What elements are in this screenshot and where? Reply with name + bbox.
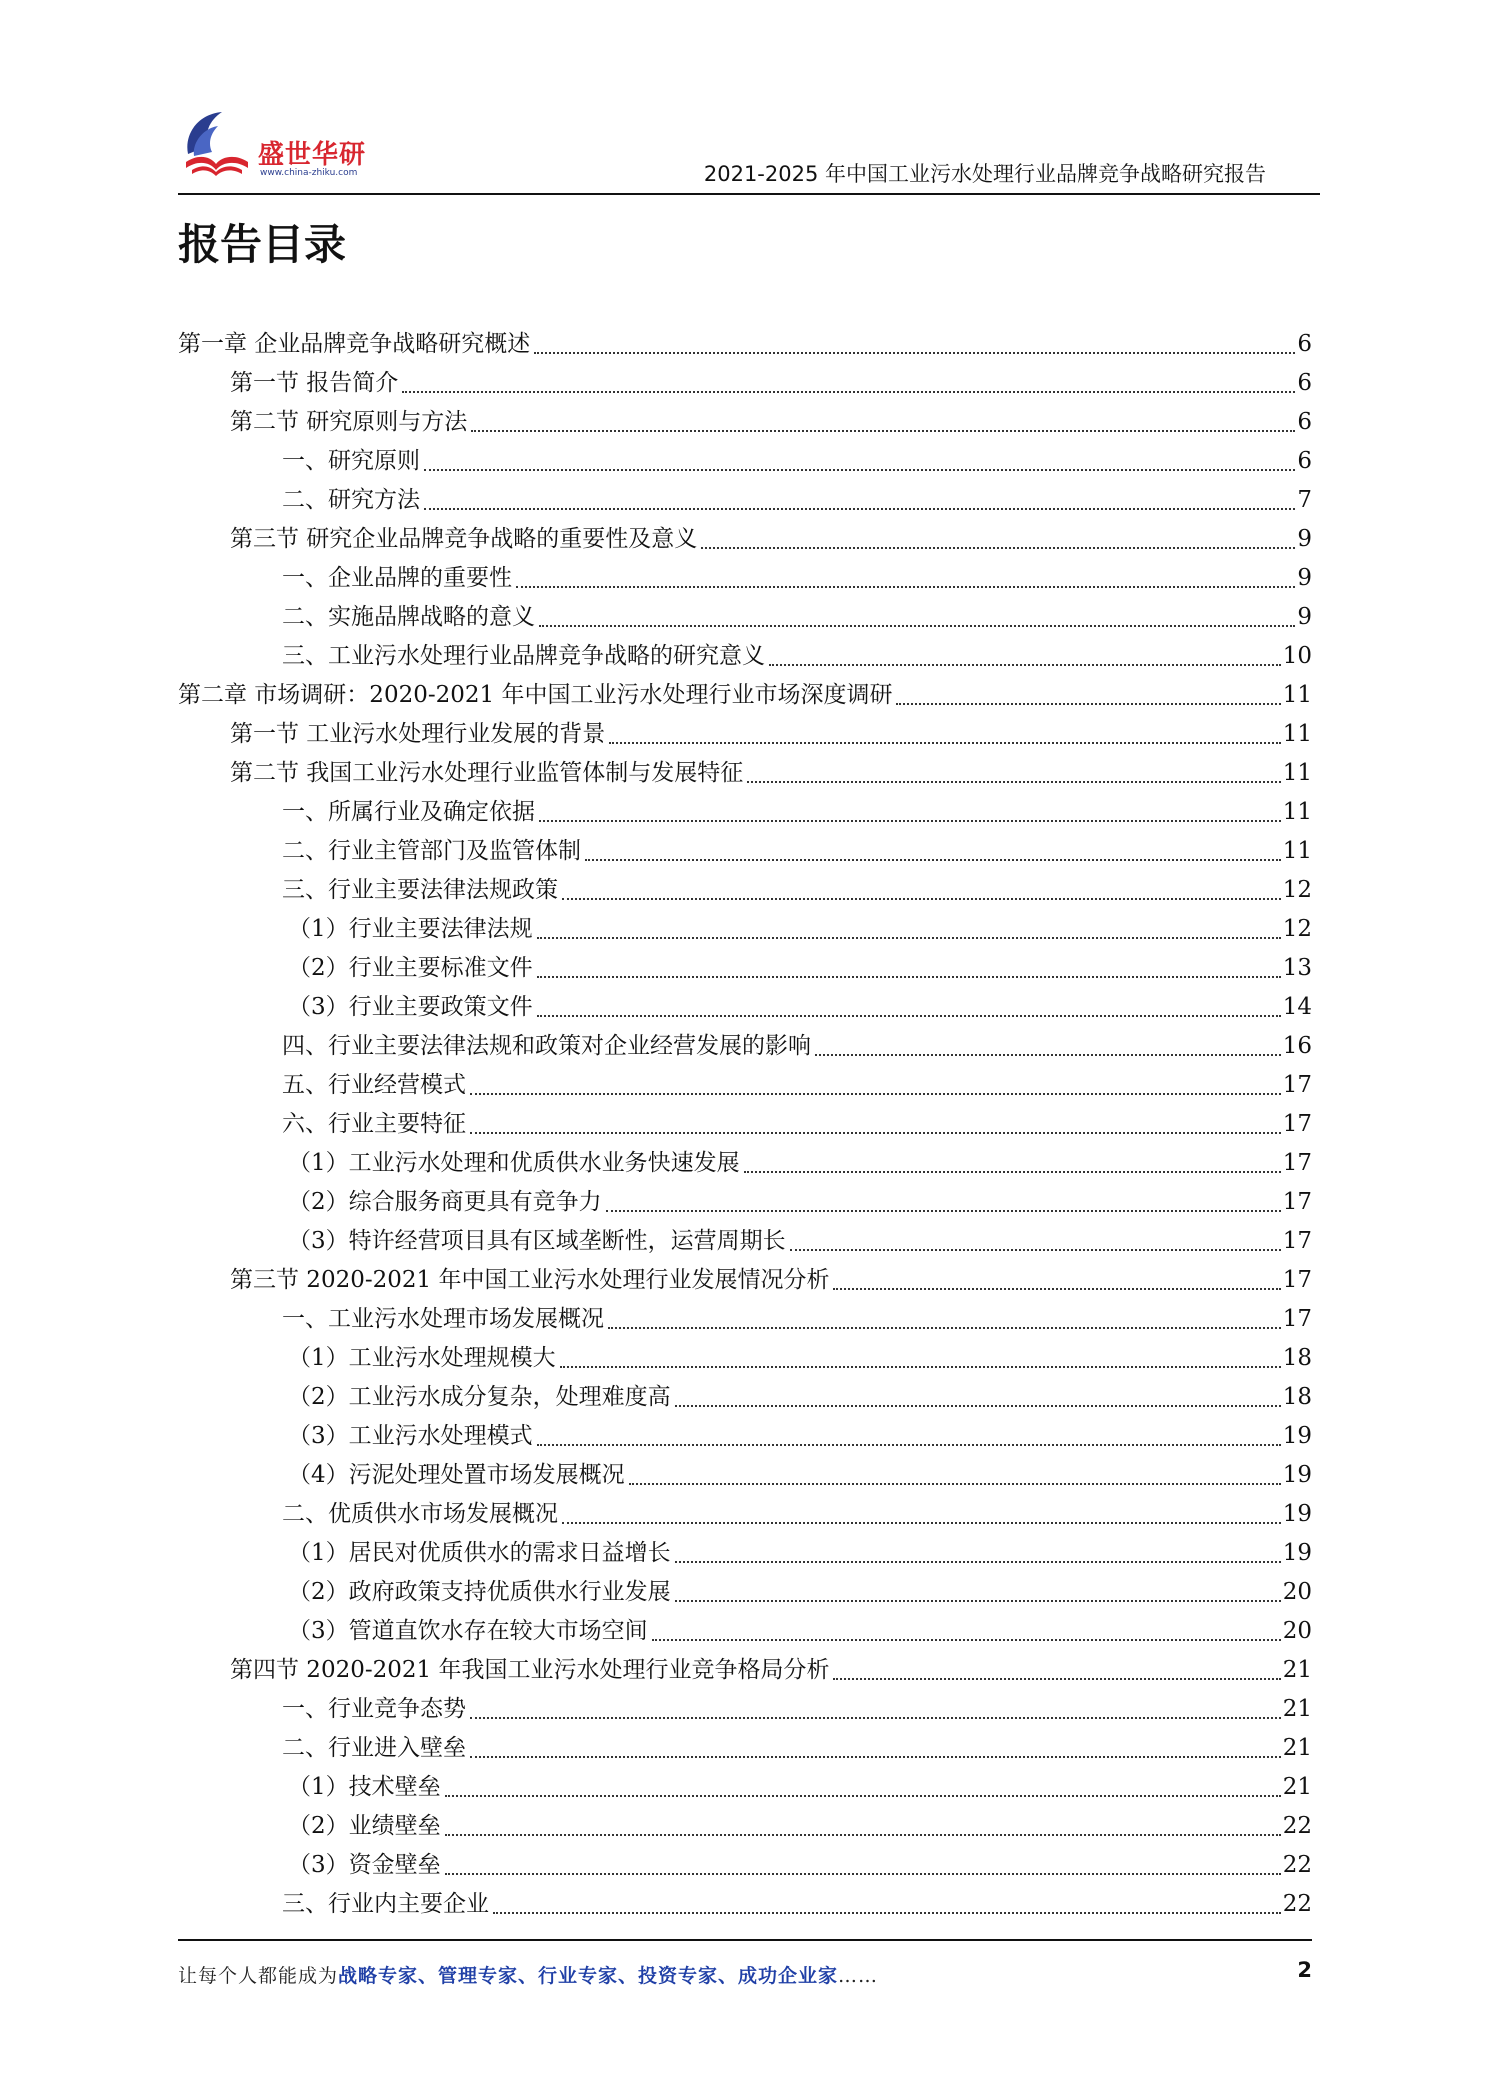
toc-leader-dots	[769, 664, 1281, 666]
toc-entry-title: （1）工业污水处理和优质供水业务快速发展	[288, 1150, 740, 1176]
toc-entry-title: 二、行业进入壁垒	[282, 1735, 466, 1761]
toc-entry-title: （1）行业主要法律法规	[288, 916, 533, 942]
toc-entry-page: 10	[1282, 643, 1312, 669]
toc-entry[interactable]	[178, 1573, 1312, 1612]
toc-entry-title: 二、研究方法	[282, 487, 420, 513]
toc-entry-title: （2）行业主要标准文件	[288, 955, 533, 981]
toc-entry-page: 12	[1282, 916, 1312, 942]
table-of-contents	[178, 325, 1312, 1924]
toc-entry-page: 22	[1282, 1813, 1312, 1839]
toc-entry-title: 三、行业主要法律法规政策	[282, 877, 558, 903]
toc-leader-dots	[471, 430, 1295, 432]
toc-entry[interactable]	[178, 1144, 1312, 1183]
toc-entry-title: （3）特许经营项目具有区域垄断性，运营周期长	[288, 1228, 786, 1254]
page-title: 报告目录	[178, 220, 347, 269]
toc-leader-dots	[445, 1834, 1281, 1836]
toc-leader-dots	[537, 1015, 1281, 1017]
toc-entry[interactable]	[178, 910, 1312, 949]
toc-entry-page: 9	[1297, 604, 1312, 630]
toc-entry-title: 第二章 市场调研：2020-2021 年中国工业污水处理行业市场深度调研	[178, 682, 893, 708]
slogan-prefix: 让每个人都能成为	[178, 1965, 339, 1987]
toc-entry-page: 21	[1282, 1774, 1312, 1800]
toc-leader-dots	[585, 859, 1281, 861]
toc-entry[interactable]	[178, 637, 1312, 676]
toc-leader-dots	[470, 1093, 1281, 1095]
book-swoosh-logo-icon	[178, 104, 254, 180]
toc-entry-page: 17	[1282, 1189, 1312, 1215]
toc-leader-dots	[833, 1288, 1280, 1290]
toc-leader-dots	[652, 1639, 1281, 1641]
toc-leader-dots	[609, 742, 1280, 744]
toc-entry-title: 第三节 研究企业品牌竞争战略的重要性及意义	[230, 526, 698, 552]
toc-leader-dots	[402, 391, 1295, 393]
toc-entry[interactable]	[178, 871, 1312, 910]
toc-entry[interactable]	[178, 1261, 1312, 1300]
toc-entry-title: 第一章 企业品牌竞争战略研究概述	[178, 331, 531, 357]
toc-entry-title: 三、行业内主要企业	[282, 1891, 489, 1917]
toc-entry-title: 二、行业主管部门及监管体制	[282, 838, 581, 864]
toc-leader-dots	[815, 1054, 1281, 1056]
toc-entry-page: 21	[1282, 1657, 1312, 1683]
slogan-highlight: 战略专家、管理专家、行业专家、投资专家、成功企业家	[338, 1965, 839, 1987]
toc-entry-title: （2）工业污水成分复杂，处理难度高	[288, 1384, 671, 1410]
toc-entry-title: 一、企业品牌的重要性	[282, 565, 512, 591]
toc-entry-page: 11	[1282, 838, 1312, 864]
toc-entry-title: （2）业绩壁垒	[288, 1813, 441, 1839]
toc-entry-page: 11	[1282, 760, 1312, 786]
toc-entry-page: 11	[1282, 799, 1312, 825]
toc-entry[interactable]	[178, 325, 1312, 364]
toc-leader-dots	[424, 508, 1295, 510]
toc-leader-dots	[534, 352, 1295, 354]
toc-entry-title: （1）工业污水处理规模大	[288, 1345, 556, 1371]
logo-url: www.china-zhiku.com	[260, 168, 358, 178]
toc-leader-dots	[537, 1444, 1281, 1446]
toc-entry[interactable]	[178, 559, 1312, 598]
toc-leader-dots	[445, 1795, 1281, 1797]
toc-leader-dots	[445, 1873, 1281, 1875]
company-logo	[178, 104, 398, 184]
toc-entry[interactable]	[178, 1339, 1312, 1378]
toc-entry-page: 6	[1297, 448, 1312, 474]
toc-entry-page: 18	[1282, 1345, 1312, 1371]
toc-entry[interactable]	[178, 754, 1312, 793]
toc-entry-page: 21	[1282, 1696, 1312, 1722]
toc-leader-dots	[537, 937, 1281, 939]
toc-entry[interactable]	[178, 1456, 1312, 1495]
toc-entry-page: 16	[1282, 1033, 1312, 1059]
toc-entry-page: 6	[1297, 370, 1312, 396]
toc-entry[interactable]	[178, 364, 1312, 403]
toc-entry-page: 9	[1297, 526, 1312, 552]
page-number: 2	[1297, 1958, 1312, 1982]
toc-entry[interactable]	[178, 1378, 1312, 1417]
toc-leader-dots	[833, 1678, 1280, 1680]
toc-entry-page: 7	[1297, 487, 1312, 513]
toc-entry-title: 二、实施品牌战略的意义	[282, 604, 535, 630]
toc-leader-dots	[675, 1405, 1281, 1407]
toc-leader-dots	[470, 1756, 1281, 1758]
toc-entry[interactable]	[178, 403, 1312, 442]
toc-entry[interactable]	[178, 715, 1312, 754]
toc-entry[interactable]	[178, 1105, 1312, 1144]
toc-entry-page: 22	[1282, 1852, 1312, 1878]
toc-entry-page: 17	[1282, 1267, 1312, 1293]
toc-entry-title: 一、工业污水处理市场发展概况	[282, 1306, 604, 1332]
logo-name: 盛世华研	[258, 140, 367, 170]
toc-entry-page: 19	[1282, 1462, 1312, 1488]
toc-entry[interactable]	[178, 598, 1312, 637]
toc-entry[interactable]	[178, 1846, 1312, 1885]
toc-entry[interactable]	[178, 442, 1312, 481]
toc-entry-page: 20	[1282, 1579, 1312, 1605]
toc-entry-title: 第四节 2020-2021 年我国工业污水处理行业竞争格局分析	[230, 1657, 830, 1683]
toc-entry-page: 6	[1297, 409, 1312, 435]
toc-leader-dots	[560, 1366, 1281, 1368]
toc-entry-title: 五、行业经营模式	[282, 1072, 466, 1098]
toc-leader-dots	[516, 586, 1295, 588]
toc-entry-title: 第二节 我国工业污水处理行业监管体制与发展特征	[230, 760, 744, 786]
toc-entry[interactable]	[178, 1417, 1312, 1456]
toc-entry-title: 六、行业主要特征	[282, 1111, 466, 1137]
toc-entry-page: 17	[1282, 1072, 1312, 1098]
toc-entry-title: 第三节 2020-2021 年中国工业污水处理行业发展情况分析	[230, 1267, 830, 1293]
toc-entry[interactable]	[178, 481, 1312, 520]
toc-entry[interactable]	[178, 1300, 1312, 1339]
toc-entry[interactable]	[178, 1534, 1312, 1573]
toc-entry-page: 6	[1297, 331, 1312, 357]
toc-leader-dots	[790, 1249, 1281, 1251]
toc-entry-title: 二、优质供水市场发展概况	[282, 1501, 558, 1527]
footer-slogan	[178, 1961, 878, 1988]
toc-entry-page: 12	[1282, 877, 1312, 903]
toc-leader-dots	[493, 1912, 1281, 1914]
toc-entry[interactable]	[178, 949, 1312, 988]
toc-entry-page: 9	[1297, 565, 1312, 591]
toc-leader-dots	[539, 820, 1281, 822]
toc-entry[interactable]	[178, 1183, 1312, 1222]
toc-entry-page: 13	[1282, 955, 1312, 981]
toc-entry-title: （2）政府政策支持优质供水行业发展	[288, 1579, 671, 1605]
toc-entry[interactable]	[178, 1807, 1312, 1846]
toc-entry-page: 22	[1282, 1891, 1312, 1917]
toc-entry-page: 17	[1282, 1111, 1312, 1137]
toc-entry-title: 三、工业污水处理行业品牌竞争战略的研究意义	[282, 643, 765, 669]
toc-entry-title: 第二节 研究原则与方法	[230, 409, 468, 435]
toc-entry-title: （3）资金壁垒	[288, 1852, 441, 1878]
toc-entry[interactable]	[178, 676, 1312, 715]
toc-entry-page: 18	[1282, 1384, 1312, 1410]
toc-entry-title: （3）管道直饮水存在较大市场空间	[288, 1618, 648, 1644]
report-title: 2021-2025 年中国工业污水处理行业品牌竞争战略研究报告	[703, 162, 1266, 186]
toc-leader-dots	[470, 1717, 1281, 1719]
toc-entry-page: 17	[1282, 1150, 1312, 1176]
toc-leader-dots	[470, 1132, 1281, 1134]
toc-entry[interactable]	[178, 1027, 1312, 1066]
toc-leader-dots	[896, 703, 1280, 705]
toc-entry-page: 19	[1282, 1423, 1312, 1449]
toc-entry-title: （3）行业主要政策文件	[288, 994, 533, 1020]
toc-entry[interactable]	[178, 1222, 1312, 1261]
toc-entry-page: 20	[1282, 1618, 1312, 1644]
toc-entry-title: 第一节 工业污水处理行业发展的背景	[230, 721, 606, 747]
toc-entry-page: 19	[1282, 1501, 1312, 1527]
toc-entry-page: 14	[1282, 994, 1312, 1020]
toc-entry[interactable]	[178, 1066, 1312, 1105]
toc-leader-dots	[747, 781, 1280, 783]
toc-entry-title: 一、研究原则	[282, 448, 420, 474]
toc-entry-page: 11	[1282, 721, 1312, 747]
toc-leader-dots	[424, 469, 1295, 471]
toc-leader-dots	[629, 1483, 1281, 1485]
toc-leader-dots	[675, 1600, 1281, 1602]
toc-leader-dots	[701, 547, 1295, 549]
toc-leader-dots	[539, 625, 1295, 627]
toc-entry[interactable]	[178, 1885, 1312, 1924]
toc-entry-title: （1）技术壁垒	[288, 1774, 441, 1800]
toc-entry-page: 17	[1282, 1228, 1312, 1254]
toc-leader-dots	[562, 1522, 1281, 1524]
toc-entry-title: （2）综合服务商更具有竞争力	[288, 1189, 602, 1215]
slogan-suffix: ……	[838, 1965, 879, 1987]
toc-entry[interactable]	[178, 1690, 1312, 1729]
page-header	[178, 100, 1320, 196]
toc-leader-dots	[608, 1327, 1281, 1329]
toc-entry[interactable]	[178, 520, 1312, 559]
toc-entry[interactable]	[178, 1612, 1312, 1651]
toc-entry[interactable]	[178, 1729, 1312, 1768]
toc-entry[interactable]	[178, 1768, 1312, 1807]
header-divider	[178, 193, 1320, 195]
toc-entry[interactable]	[178, 988, 1312, 1027]
toc-entry-page: 21	[1282, 1735, 1312, 1761]
toc-entry[interactable]	[178, 793, 1312, 832]
toc-entry[interactable]	[178, 1651, 1312, 1690]
toc-entry-title: 四、行业主要法律法规和政策对企业经营发展的影响	[282, 1033, 811, 1059]
toc-entry-title: 一、所属行业及确定依据	[282, 799, 535, 825]
toc-entry-title: （1）居民对优质供水的需求日益增长	[288, 1540, 671, 1566]
toc-entry-title: （4）污泥处理处置市场发展概况	[288, 1462, 625, 1488]
toc-entry-title: 一、行业竞争态势	[282, 1696, 466, 1722]
toc-leader-dots	[537, 976, 1281, 978]
toc-leader-dots	[562, 898, 1281, 900]
toc-entry-title: 第一节 报告简介	[230, 370, 399, 396]
toc-leader-dots	[744, 1171, 1281, 1173]
toc-entry-title: （3）工业污水处理模式	[288, 1423, 533, 1449]
toc-entry-page: 19	[1282, 1540, 1312, 1566]
toc-entry-page: 11	[1282, 682, 1312, 708]
toc-entry[interactable]	[178, 1495, 1312, 1534]
footer-divider	[178, 1939, 1312, 1941]
toc-entry[interactable]	[178, 832, 1312, 871]
toc-entry-page: 17	[1282, 1306, 1312, 1332]
toc-leader-dots	[675, 1561, 1281, 1563]
toc-leader-dots	[606, 1210, 1281, 1212]
